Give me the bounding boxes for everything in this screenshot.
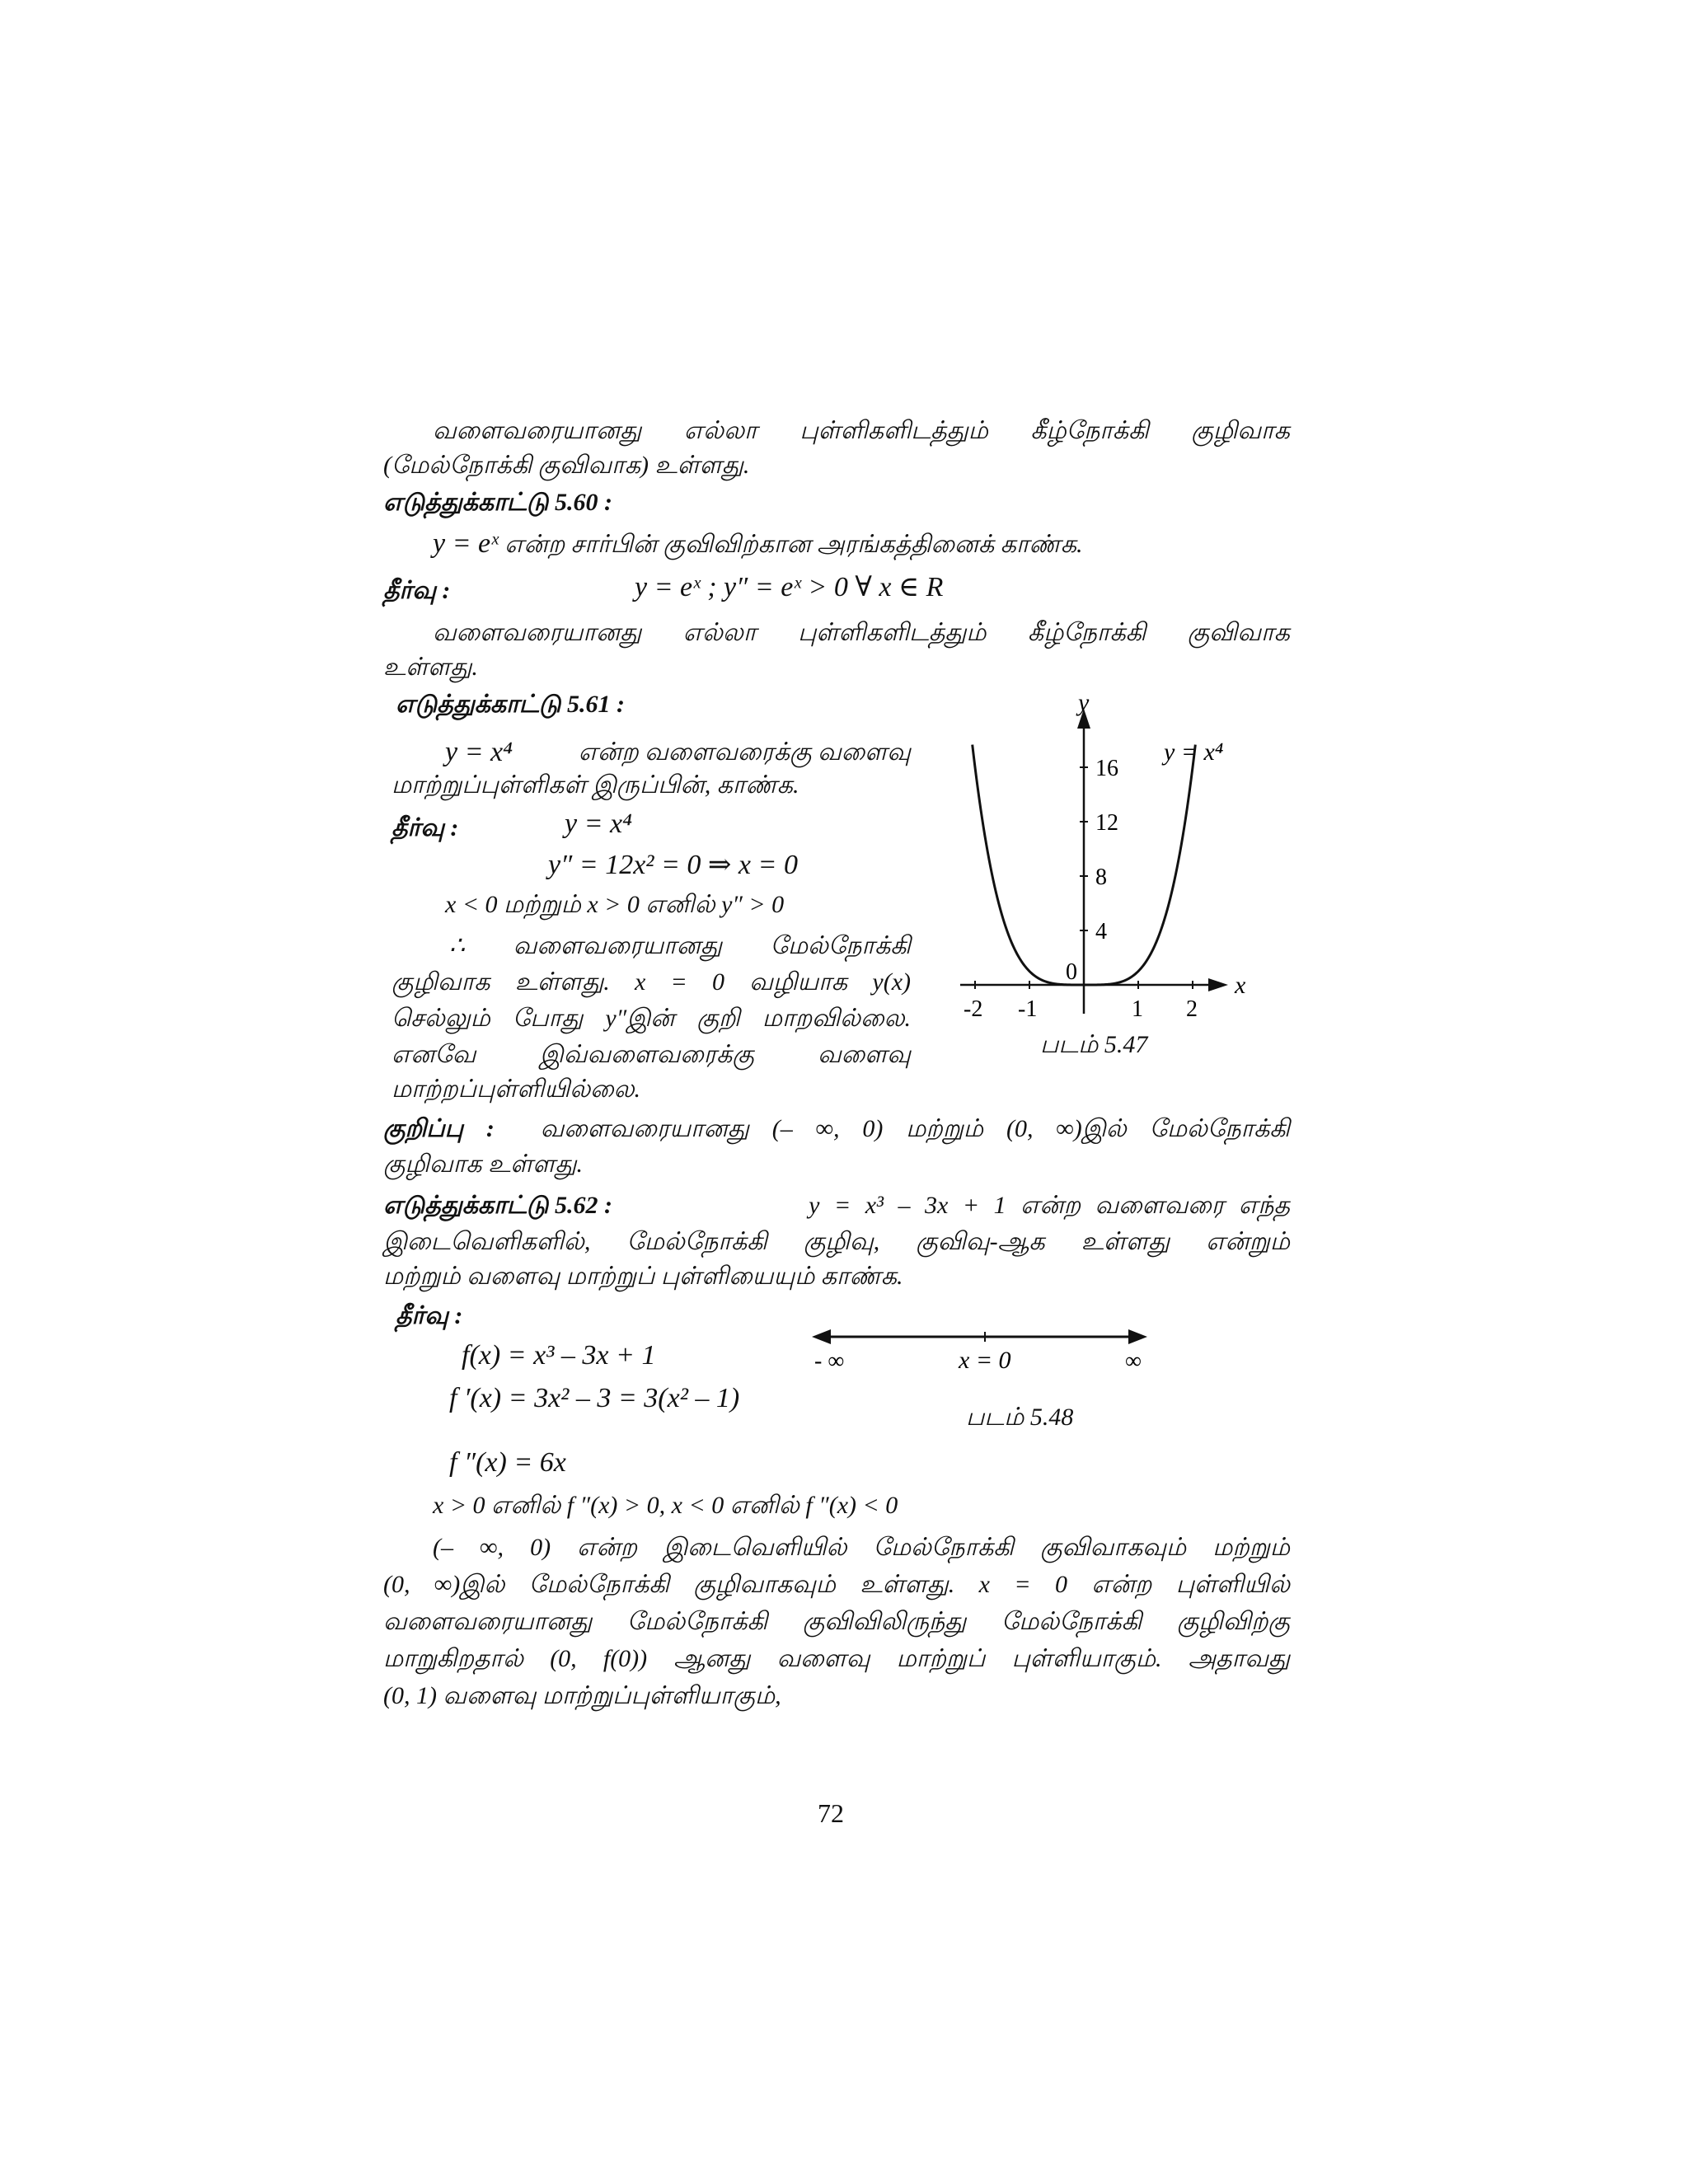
example-5-61-math-3: x < 0 மற்றும் x > 0 எனில் y″ > 0	[445, 891, 785, 918]
conclusion-line-1: (– ∞, 0) என்ற இடைவெளியில் மேல்நோக்கி குவிவாகவும் மற்றும்	[433, 1534, 1290, 1561]
example-5-61-line-3: செல்லும் போது y″இன் குறி மாறவில்லை.	[392, 1005, 911, 1032]
question-math: y = eˣ	[433, 528, 499, 559]
note-label: குறிப்பு :	[383, 1115, 495, 1142]
intro-line-1: வளைவரையானது எல்லா புள்ளிகளிடத்தும் கீழ்நோக்கி குழிவாக	[433, 417, 1290, 444]
example-5-60-heading: எடுத்துக்காட்டு 5.60 :	[383, 489, 612, 516]
right-infinity-label: ∞	[1125, 1348, 1142, 1374]
example-5-61-question-line-1	[445, 736, 911, 769]
example-5-61-line-5: மாற்றப்புள்ளியில்லை.	[392, 1076, 641, 1103]
question-text: என்ற வளைவரைக்கு வளைவு	[578, 738, 911, 766]
x-tick-label: -1	[1018, 996, 1038, 1022]
example-5-62-question-line-2: இடைவெளிகளில், மேல்நோக்கி குழிவு, குவிவு-ஆக உள்ளது என்றும்	[383, 1228, 1290, 1255]
example-5-60-solution-math: y = eˣ ; y″ = eˣ > 0 ∀ x ∈ R	[635, 572, 944, 602]
conclusion-line-5: (0, 1) வளைவு மாற்றுப்புள்ளியாகும்,	[383, 1682, 781, 1709]
y-tick-label: 4	[1095, 919, 1107, 944]
example-5-62-question-line-1	[383, 1189, 1290, 1222]
example-5-61-line-1: ∴ வளைவரையானது மேல்நோக்கி	[449, 932, 911, 959]
question-text: y = x³ – 3x + 1 என்ற வளைவரை எந்த	[809, 1192, 1290, 1219]
example-5-62-math-3: f ″(x) = 6x	[449, 1447, 566, 1478]
note-line-1	[383, 1113, 1290, 1146]
x-tick-label: 2	[1186, 996, 1198, 1022]
example-5-62-math-2: f ′(x) = 3x² – 3 = 3(x² – 1)	[449, 1383, 740, 1413]
left-arrow-icon	[812, 1329, 831, 1344]
conclusion-line-3: வளைவரையானது மேல்நோக்கி குவிவிலிருந்து மேல்நோக்கி குழிவிற்கு	[383, 1608, 1290, 1635]
example-5-61-math-2: y″ = 12x² = 0 ⇒ x = 0	[548, 850, 798, 880]
example-5-61-heading: எடுத்துக்காட்டு 5.61 :	[396, 691, 625, 718]
y-axis-label: y	[1078, 689, 1090, 716]
example-5-60-solution-label: தீர்வு :	[383, 577, 451, 604]
right-arrow-icon	[1128, 1329, 1147, 1344]
page-number: 72	[818, 1798, 844, 1828]
y-tick-label: 8	[1095, 865, 1107, 890]
figure-5-48	[808, 1319, 1154, 1385]
figure-5-47	[948, 684, 1278, 1063]
conclusion-line-4: மாறுகிறதால் (0, f(0)) ஆனது வளைவு மாற்றுப் புள்ளியாகும். அதாவது	[383, 1645, 1290, 1672]
conclusion-line-2: (0, ∞)இல் மேல்நோக்கி குழிவாகவும் உள்ளது. x = 0 என்ற புள்ளியில்	[383, 1571, 1290, 1598]
left-infinity-label: - ∞	[814, 1348, 845, 1374]
y-tick-label: 16	[1095, 756, 1118, 781]
zero-label: x = 0	[959, 1347, 1011, 1374]
example-5-62-heading: எடுத்துக்காட்டு 5.62 :	[383, 1192, 612, 1219]
y-tick-label: 12	[1095, 810, 1118, 836]
x-ticks	[964, 981, 1198, 1022]
intro-line-2: (மேல்நோக்கி குவிவாக) உள்ளது.	[383, 452, 750, 479]
curve-label: y = x⁴	[1164, 738, 1224, 766]
example-5-62-math-1: f(x) = x³ – 3x + 1	[462, 1340, 656, 1371]
note-line-2: குழிவாக உள்ளது.	[383, 1151, 583, 1178]
example-5-62-math-4: x > 0 எனில் f ″(x) > 0, x < 0 எனில் f ″(x) < 0	[433, 1492, 898, 1519]
figure-5-48-caption: படம் 5.48	[966, 1404, 1074, 1431]
x-tick-label: 1	[1132, 996, 1143, 1022]
example-5-62-solution-label: தீர்வு :	[396, 1302, 463, 1329]
note-text: வளைவரையானது (– ∞, 0) மற்றும் (0, ∞)இல் மேல்நோக்கி	[540, 1115, 1291, 1142]
example-5-62-question-line-3: மற்றும் வளைவு மாற்றுப் புள்ளியையும் காண்க.	[383, 1263, 903, 1290]
x-tick-label: -2	[964, 996, 983, 1022]
y-ticks	[1080, 756, 1118, 944]
example-5-60-question	[433, 527, 1083, 561]
example-5-61-math-1: y = x⁴	[565, 808, 632, 839]
x-axis-arrow-icon	[1208, 978, 1228, 991]
example-5-61-line-2: குழிவாக உள்ளது. x = 0 வழியாக y(x)	[392, 968, 911, 996]
question-text: என்ற சார்பின் குவிவிற்கான அரங்கத்தினைக் காண்க.	[504, 531, 1083, 558]
x-axis-label: x	[1235, 972, 1246, 999]
example-5-61-solution-label: தீர்வு :	[392, 814, 459, 841]
example-5-61-question-line-2: மாற்றுப்புள்ளிகள் இருப்பின், காண்க.	[392, 771, 799, 799]
question-math: y = x⁴	[445, 737, 513, 767]
example-5-61-line-4: எனவே இவ்வளைவரைக்கு வளைவு	[392, 1041, 911, 1068]
example-5-60-solution-line-1: வளைவரையானது எல்லா புள்ளிகளிடத்தும் கீழ்நோக்கி குவிவாக	[433, 619, 1290, 646]
origin-label: 0	[1066, 959, 1077, 985]
figure-5-47-caption: படம் 5.47	[1040, 1031, 1148, 1058]
example-5-60-solution-line-2: உள்ளது.	[383, 654, 478, 681]
